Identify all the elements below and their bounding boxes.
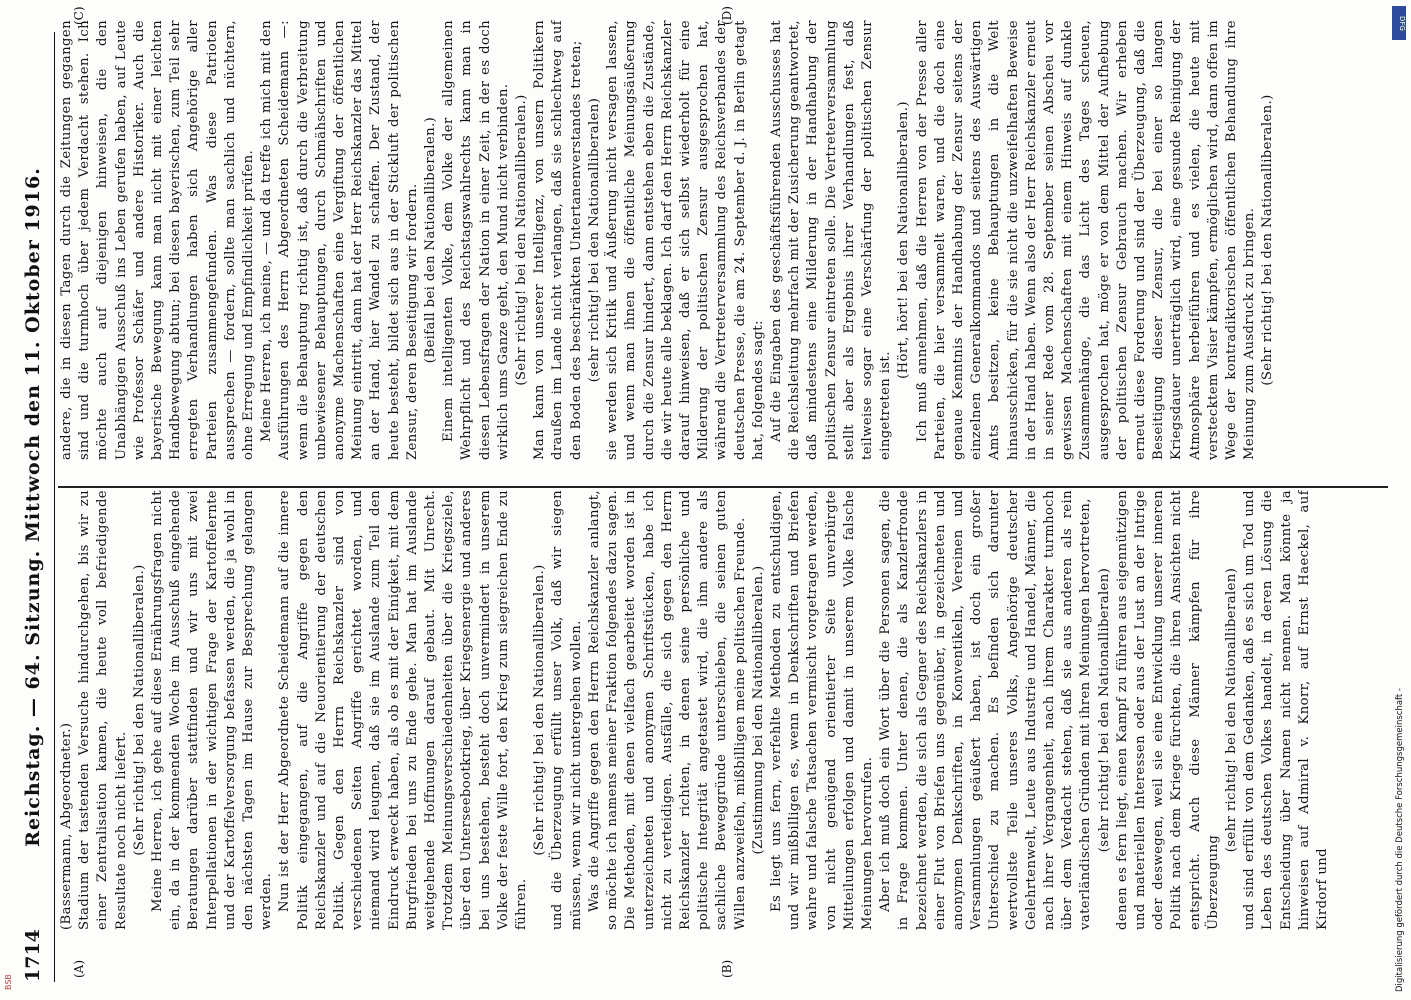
margin-marker-c: (C) (72, 6, 86, 25)
page-header (14, 32, 55, 982)
margin-marker-b: (B) (720, 959, 734, 978)
interjection: (sehr richtig! bei den Nationalliberalen) (586, 97, 602, 383)
paragraph: andere, die in diesen Tagen durch die Zeitungen gegangen sind und die turmhoch über jedem Verdacht stehen. Ich möchte auch auf diejenigen hinweisen, die den Unabhängigen Ausschuß ins Leben gerufen haben, auf Leute wie Professor Schäfer und andere Historiker. Auch die bayerische Bewegung kann man nicht mit einer leichten Handbewegung abtun; bei diesen bayerischen, zum Teil sehr erregten Verhandlungen haben sich Angehörige aller Parteien zusammengefunden. Was diese Patrioten aussprechen — fordern, sollte man sachlich und nüchtern, ohne Erregung und Empfindlichkeit prüfen. (59, 20, 257, 460)
interjection: (Sehr richtig! bei den Nationalliberalen.) (532, 564, 548, 856)
margin-marker-d: (D) (720, 6, 734, 25)
paragraph: und die Überzeugung erfüllt unser Volk, daß wir siegen müssen, wenn wir nicht untergehen wollen. (550, 490, 584, 930)
paragraph: Aber ich muß doch ein Wort über die Personen sagen, die in Frage kommen. Unter denen, die als Kanzlerfronde bezeichnet werden, die sich als Gegner des Reichskanzlers in einer Flut von Briefen uns gegenüber, in gezeichneten und anonymen Denkschriften, in Konventikeln, Vereinen und Versammlungen geäußert haben, ist doch ein großer Unterschied zu machen. Es befinden sich darunter wertvollste Teile unseres Volks, Angehörige deutscher Gelehrtenwelt, Leute aus Industrie und Handel, Männer, die nach ihrer Vergangenheit, nach ihrem Charakter turmhoch über dem Verdacht stehen, daß sie aus anderen als rein vaterländischen Gründen mit ihren Meinungen hervortreten, (878, 490, 1094, 930)
speaker-line: (Bassermann, Abgeordneter.) (59, 722, 74, 930)
paragraph: und sind erfüllt von dem Gedanken, daß es sich um Tod und Leben des deutschen Volkes handelt, in deren Lösung die Entscheidung über Namen nicht nennen. Man könnte ja hinweisen auf Admiral v. Knorr, auf Ernst Haeckel, auf Kirdorf und (1242, 490, 1331, 930)
paragraph: Es liegt uns fern, verfehlte Methoden zu entschuldigen, und wir mißbilligen es, wenn in Denkschriften und Briefen wahre und falsche Tatsachen vermischt vorgetragen werden, von nicht genügend orientierter Seite unverbürgte Mitteilungen erfolgen und damit in unserem Volke falsche Meinungen hervorrufen. (768, 490, 875, 930)
dfg-logo: DFG (1392, 6, 1406, 40)
quotation: Auf die Eingaben des geschäftsführenden Ausschusses hat die Reichsleitung mehrfach mit der Zusicherung geantwortet, daß mindestens eine Milderung in der Handhabung der politischen Zensur eintreten solle. Die Vertreterversammlung stellt aber als Ergebnis ihrer Verhandlungen fest, daß teilweise sogar eine Verschärfung der politischen Zensur eingetreten ist. (768, 20, 894, 460)
interjection: (Sehr richtig! bei den Nationalliberalen.) (514, 94, 530, 386)
paragraph: denen es fern liegt, einen Kampf zu führen aus eigennützigen und materiellen Interessen oder aus der Lust an der Intrige oder deswegen, weil sie eine Entwicklung unserer inneren Politik nach dem Kriege fürchten, die ihren Ansichten nicht entspricht. Auch diese Männer kämpfen für ihre Überzeugung (1114, 490, 1221, 930)
paragraph: sie werden sich Kritik und Äußerung nicht versagen lassen, und wenn man ihnen die öffentliche Meinungsäußerung durch die Zensur hindert, dann entstehen eben die Zustände, die wir heute alle beklagen. Ich darf den Herrn Reichskanzler darauf hinweisen, daß er sich selbst wiederholt für eine Milderung der politischen Zensur ausgesprochen hat, während die Vertreterversammlung des Reichsverbandes der deutschen Presse, die am 24. September d. J. in Berlin getagt hat, folgendes sagt: (605, 20, 766, 460)
interjection: (Hört, hört! bei den Nationalliberalen.) (896, 101, 912, 379)
page-title: Reichstag. — 64. Sitzung. Mittwoch den 11. Oktober 1916. (22, 167, 44, 847)
interjection: (Zustimmung bei den Nationalliberalen.) (750, 565, 766, 855)
left-column (58, 490, 1398, 930)
page-number: 1714 (22, 929, 44, 982)
interjection: (sehr richtig! bei den Nationalliberalen) (1224, 567, 1239, 853)
interjection: (Beifall bei den Nationalliberalen.) (423, 116, 439, 364)
margin-marker-a: (A) (72, 959, 86, 978)
paragraph: Einem intelligenten Volke, dem Volke der allgemeinen Wehrpflicht und des Reichstagswahlrechts kann man in diesen Lebensfragen der Nation in einer Zeit, in der es doch wirklich ums Ganze geht, den Mund nicht verbinden. (441, 20, 511, 460)
interjection: (Sehr richtig! bei den Nationalliberalen.) (1260, 94, 1276, 386)
paragraph: Ich muß annehmen, daß die Herren von der Presse aller Parteien, die hier versammelt waren, und die doch eine genaue Kenntnis der Handhabung der Zensur seitens der einzelnen Generalkommandos und seitens des Auswärtigen Amts besitzen, keine Behauptungen in die Welt hinausschicken, für die sie nicht die unzweifelhaften Beweise in der Hand haben. Wenn also der Herr Reichskanzler erneut in seiner Rede vom 28. September seinen Abscheu vor gewissen Machenschaften mit einem Hinweis auf dunkle Zusammenhänge, die das Licht des Tages scheuen, ausgesprochen hat, möge er von dem Mittel der Aufhebung der politischen Zensur Gebrauch machen. Wir erheben erneut diese Forderung und sind der Überzeugung, daß die Beseitigung dieser Zensur, die bei einer so langen Kriegsdauer unerträglich wird, eine gesunde Reinigung der Atmosphäre herbeiführen und es vielen, die heute mit verstecktem Visier kämpfen, ermöglichen wird, dann offen im Wege der kontradiktorischen öffentlichen Behandlung ihre Meinung zum Ausdruck zu bringen. (914, 20, 1258, 460)
library-stamp: BSB (4, 974, 13, 990)
right-column (58, 20, 1398, 460)
paragraph: Meine Herren, ich meine, — und da treffe ich mich mit den Ausführungen des Herrn Abgeordneten Scheidemann —: wenn die Behauptung richtig ist, daß durch die Verbreitung unbewiesener Behauptungen, durch Schmähschriften und anonyme Machenschaften eine Vergiftung der öffentlichen Meinung eintritt, dann hat der Herr Reichskanzler das Mittel an der Hand, hier Wandel zu schaffen. Der Zustand, der heute besteht, bildet sich aus in der Stickluft der politischen Zensur, deren Beseitigung wir fordern. (259, 20, 420, 460)
paragraph: Nun ist der Herr Abgeordnete Scheidemann auf die innere Politik eingegangen, auf die Angriffe gegen den Reichskanzler und auf die Neuorientierung der deutschen Politik. Gegen den Herrn Reichskanzler sind von verschiedenen Seiten Angriffe gerichtet worden, und niemand wird leugnen, daß sie im Auslande zum Teil den Eindruck erweckt haben, als ob es mit der Einigkeit, mit dem Burgfrieden bei uns zu Ende gehe. Man hat im Auslande weitgehende Hoffnungen darauf gebaut. Mit Unrecht. Trotzdem Meinungsverschiedenheiten über die Kriegsziele, über den Unterseebootkrieg, über Kriegsenergie und anderes bei uns bestehen, besteht doch unvermindert in unserem Volke der feste Wille fort, den Krieg zum siegreichen Ende zu führen. (277, 490, 530, 930)
interjection: (Sehr richtig! bei den Nationalliberalen.) (131, 564, 147, 856)
paragraph: Stadium der tastenden Versuche hindurchgehen, bis wir zu einer Zentralisation kamen, die heute voll befriedigende Resultate noch nicht liefert. (77, 490, 129, 930)
paragraph: Was die Angriffe gegen den Herrn Reichskanzler anlangt, so möchte ich namens meiner Fraktion folgendes dazu sagen. Die Methoden, mit denen vielfach gearbeitet worden ist in unterzeichneten und anonymen Schriftstücken, habe ich nicht zu verteidigen. Ausfälle, die sich gegen den Herrn Reichskanzler richten, in denen seine persönliche und politische Integrität angetastet wird, die ihm andere als sachliche Beweggründe unterschieben, die seinen guten Willen anzweifeln, mißbilligen meine politischen Freunde. (586, 490, 748, 930)
paragraph: Man kann von unserer Intelligenz, von unsern Politikern draußen im Lande nicht verlangen, daß sie schlechtweg auf den Boden des beschränkten Untertanenverstandes treten; (532, 20, 584, 460)
paragraph: Meine Herren, ich gehe auf diese Ernährungsfragen nicht ein, da in der kommenden Woche im Ausschuß eingehende Beratungen darüber stattfinden und wir uns mit zwei Interpellationen in der wichtigen Frage der Kartoffelernte und der Kartoffelversorgung befassen werden, die ja wohl in den nächsten Tagen im Hause zur Besprechung gelangen werden. (150, 490, 275, 930)
interjection: (sehr richtig! bei den Nationalliberalen) (1096, 567, 1112, 853)
digitization-note: Digitalisierung gefördert durch die Deutsche Forschungsgemeinschaft - (1395, 688, 1405, 992)
column-divider (58, 487, 1388, 489)
